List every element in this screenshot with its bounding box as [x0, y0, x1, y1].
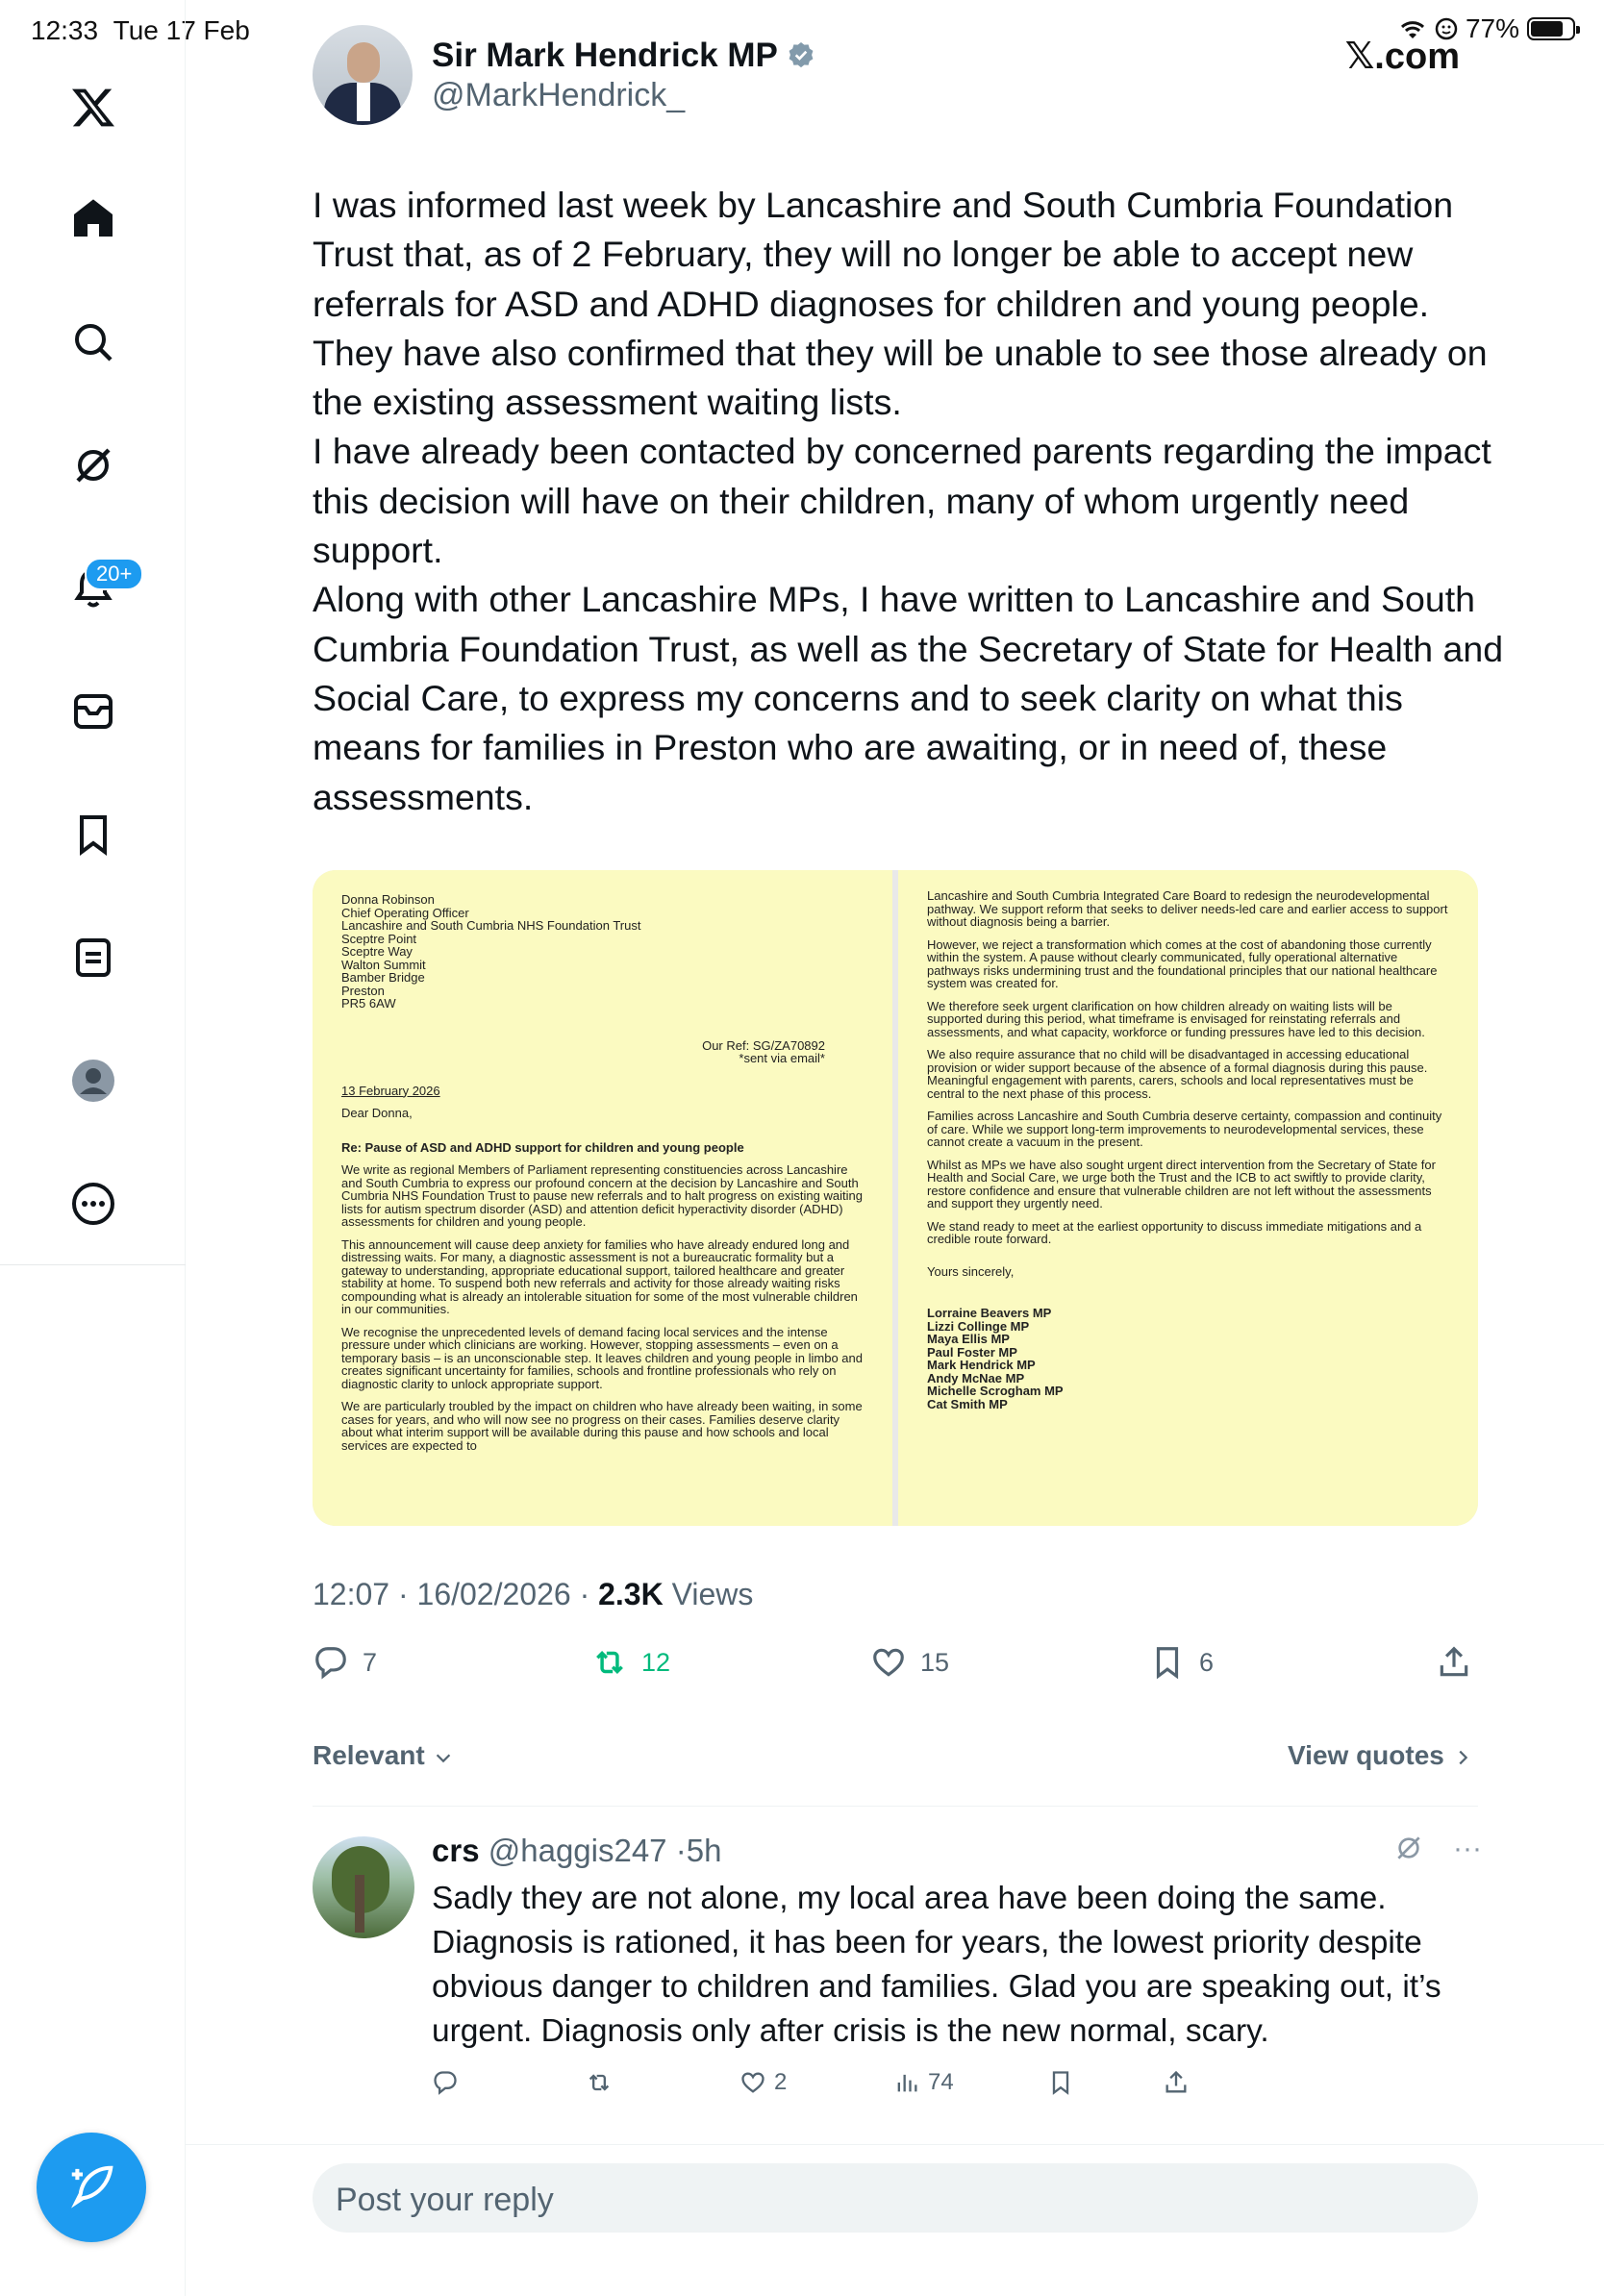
composer-divider	[186, 2144, 1604, 2145]
retweet-icon	[586, 2069, 613, 2096]
letter-paragraph: We write as regional Members of Parliament representing constituencies across Lancashire and South Cumbria to express our profound concern at the decision by Lancashire and South Cumbria NHS Foundation Trust to pause new referrals and to halt progress on existing waiting lists for autism spectrum disorder (ASD) and attention deficit hyperactivity disorder (ADHD) assessments for children and young people.	[341, 1162, 863, 1229]
letter-ref: Our Ref: SG/ZA70892 *sent via email*	[702, 1037, 825, 1065]
x-logo-icon[interactable]	[0, 85, 186, 131]
author-avatar[interactable]	[313, 25, 413, 125]
reply-views-count: 74	[928, 2069, 954, 2095]
letter-page-1	[313, 870, 892, 1526]
letter-date: 13 February 2026	[341, 1083, 440, 1098]
reply-tools	[1393, 1833, 1482, 1865]
reply-more-icon[interactable]: ···	[1453, 1833, 1482, 1864]
lists-icon[interactable]	[0, 935, 186, 981]
reply-like-count: 2	[774, 2069, 788, 2095]
sidebar	[0, 0, 186, 2296]
bookmark-count: 6	[1199, 1647, 1215, 1677]
reply-author-name[interactable]: crs	[432, 1833, 480, 1868]
letter-greeting: Dear Donna,	[341, 1106, 413, 1120]
notification-badge: 20+	[85, 558, 143, 590]
share-button[interactable]	[1436, 1644, 1472, 1681]
share-icon	[1436, 1644, 1472, 1681]
reply-retweet-button[interactable]	[586, 2069, 613, 2096]
search-icon[interactable]	[0, 319, 186, 365]
tweet-date[interactable]: 16/02/2026	[416, 1577, 571, 1611]
letter-image[interactable]	[313, 870, 1478, 1526]
letter-closing: Yours sincerely,	[927, 1263, 1015, 1279]
reply-actions	[432, 2069, 1393, 2108]
reply-handle[interactable]: @haggis247	[488, 1833, 667, 1868]
grok-icon[interactable]	[0, 442, 186, 488]
letter-paragraph: However, we reject a transformation which comes at the cost of abandoning those currently within the system. A pause without clearly communicated, fully operational alternative pathways risks undermining trust and the foundational principles that our national healthcare system was created for.	[927, 936, 1438, 990]
profile-avatar[interactable]	[0, 1058, 186, 1104]
home-icon[interactable]	[0, 196, 186, 242]
like-button[interactable]	[870, 1644, 949, 1681]
retweet-button[interactable]	[591, 1644, 670, 1681]
bookmark-icon	[1149, 1644, 1186, 1681]
letter-paragraph: We also require assurance that no child will be disadvantaged in accessing educational provision or wider support because of the absence of a formal diagnosis during this pause. Meaningful engagement with parents, carers, schools and local representatives must be central to the next phase of this process.	[927, 1047, 1428, 1101]
reply-share-button[interactable]	[1163, 2069, 1190, 2096]
compose-feather-icon	[65, 2161, 117, 2213]
reply-like-button[interactable]	[739, 2069, 787, 2096]
reply-icon	[432, 2069, 459, 2096]
site-label: 𝕏.com	[1344, 37, 1460, 77]
sidebar-divider	[0, 1264, 186, 1265]
letter-paragraph: We are particularly troubled by the impact on children who have already been waiting, in some cases for years, and who will now see no progress on their cases. Families deserve clarity about what interim support will be available during this pause and how schools and local services are expected to	[341, 1399, 863, 1453]
reply-views-button[interactable]	[893, 2069, 954, 2096]
reply-reply-button[interactable]	[432, 2069, 459, 2096]
tweet-actions	[313, 1644, 1478, 1694]
letter-paragraph: Lancashire and South Cumbria Integrated Care Board to redesign the neurodevelopmental pathway. We support reform that seeks to deliver needs-led care and earlier access to support without diagnosis being a barrier.	[927, 888, 1448, 929]
letter-paragraph: We stand ready to meet at the earliest opportunity to discuss immediate mitigations and a credible route forward.	[927, 1218, 1422, 1246]
compose-button[interactable]	[37, 2133, 146, 2242]
view-quotes-link[interactable]: View quotes	[1288, 1740, 1473, 1771]
bookmark-button[interactable]	[1149, 1644, 1214, 1681]
reply-avatar[interactable]	[313, 1836, 414, 1938]
views-chart-icon	[893, 2069, 920, 2096]
heart-icon	[739, 2069, 766, 2096]
reply-age[interactable]: 5h	[686, 1833, 722, 1868]
letter-paragraph: Whilst as MPs we have also sought urgent direct intervention from the Secretary of State for Health and Social Care, we urge both the Trust and the ICB to act swiftly to provide clarity, restore confidence and ensure that vulnerable children are not left without the assessments and support they urgently need.	[927, 1157, 1436, 1210]
letter-address: Donna Robinson Chief Operating Officer Lancashire and South Cumbria NHS Foundation Trust Sceptre Point Sceptre Way Walton Summit Bamber Bridge Preston PR5 6AW	[341, 892, 641, 1011]
tweet-meta: 12:07 · 16/02/2026 · 2.3K Views	[313, 1577, 754, 1611]
author-name[interactable]: Sir Mark Hendrick MP	[432, 37, 816, 75]
views-label: Views	[671, 1577, 754, 1611]
chevron-right-icon	[1452, 1747, 1473, 1768]
tweet-time[interactable]: 12:07	[313, 1577, 390, 1611]
chevron-down-icon	[433, 1747, 454, 1768]
retweet-icon	[591, 1644, 628, 1681]
reply-divider	[313, 1806, 1478, 1807]
sort-relevant-dropdown[interactable]: Relevant	[313, 1740, 454, 1771]
tweet-text: I was informed last week by Lancashire and South Cumbria Foundation Trust that, as of 2 February, they will no longer be able to accept new referrals for ASD and ADHD diagnoses for children and young people. They have also confirmed that they will be unable to see those already on the existing assessment waiting lists. I have already been contacted by concerned parents regarding the impact this decision will have on their children, many of whom urgently need support. Along with other Lancashire MPs, I have written to Lancashire and South Cumbria Foundation Trust, as well as the Secretary of State for Health and Social Care, to express my concerns and to seek clarity on what this means for families in Preston who are awaiting, or in need of, these assessments.	[313, 185, 1504, 817]
views-count: 2.3K	[598, 1577, 664, 1611]
reply-count: 7	[363, 1647, 378, 1677]
battery-percent: 77%	[1465, 13, 1519, 43]
letter-signatories: Lorraine Beavers MP Lizzi Collinge MP Maya Ellis MP Paul Foster MP Mark Hendrick MP Andy McNae MP Michelle Scrogham MP Cat Smith MP	[927, 1306, 1064, 1411]
messages-icon[interactable]	[0, 688, 186, 735]
heart-icon	[870, 1644, 907, 1681]
reply-button[interactable]	[313, 1644, 377, 1681]
letter-paragraph: We therefore seek urgent clarification on how children already on waiting lists will be supported during this period, what timeframe is envisaged for reinstating referrals and assessments, and what capacity, workforce or funding pressures have led to this decision.	[927, 998, 1425, 1039]
letter-paragraph: We recognise the unprecedented levels of demand facing local services and the intense pressure under which clinicians are working. However, stopping assessments – even on a temporary basis – is an unconscionable step. It leaves children and young people in limbo and creates significant uncertainty for families, schools and frontline professionals who rely on diagnostic clarity to unlock appropriate support.	[341, 1324, 864, 1391]
reply-bookmark-button[interactable]	[1047, 2069, 1074, 2096]
reply-header: crs @haggis247 ·5h	[432, 1833, 722, 1868]
reply-icon	[313, 1644, 349, 1681]
bookmark-icon	[1047, 2069, 1074, 2096]
grok-icon[interactable]	[1393, 1833, 1424, 1863]
reply-composer-input[interactable]: Post your reply	[313, 2163, 1478, 2233]
reply-text: Sadly they are not alone, my local area have been doing the same. Diagnosis is rationed, it has been for years, the lowest priority despite obvious danger to children and families. Glad you are speaking out, it’s urgent. Diagnosis only after crisis is the new normal, scary.	[432, 1881, 1441, 2049]
retweet-count: 12	[641, 1647, 671, 1677]
letter-subject: Re: Pause of ASD and ADHD support for children and young people	[341, 1139, 744, 1155]
battery-icon	[1527, 17, 1575, 40]
share-icon	[1163, 2069, 1190, 2096]
author-handle[interactable]: @MarkHendrick_	[432, 77, 686, 113]
letter-paragraph: This announcement will cause deep anxiety for families who have already endured long and distressing waits. For many, a diagnostic assessment is not a bureaucratic formality but a gateway to understanding, appropriate educational support, tailored healthcare and greater stability at home. To suspend both new referrals and activity for those already waiting risks compounding what is already an intolerable situation for some of the most vulnerable children in our communities.	[341, 1236, 858, 1316]
verified-badge-icon	[786, 40, 816, 71]
like-count: 15	[920, 1647, 950, 1677]
bookmarks-icon[interactable]	[0, 811, 186, 858]
letter-paragraph: Families across Lancashire and South Cumbria deserve certainty, compassion and continuity of care. While we support long-term improvements to neurodevelopmental services, these cannot create a vacuum in the present.	[927, 1109, 1442, 1149]
more-icon[interactable]	[0, 1181, 186, 1227]
letter-page-2	[898, 870, 1478, 1526]
status-time: 12:33 Tue 17 Feb	[31, 15, 250, 45]
